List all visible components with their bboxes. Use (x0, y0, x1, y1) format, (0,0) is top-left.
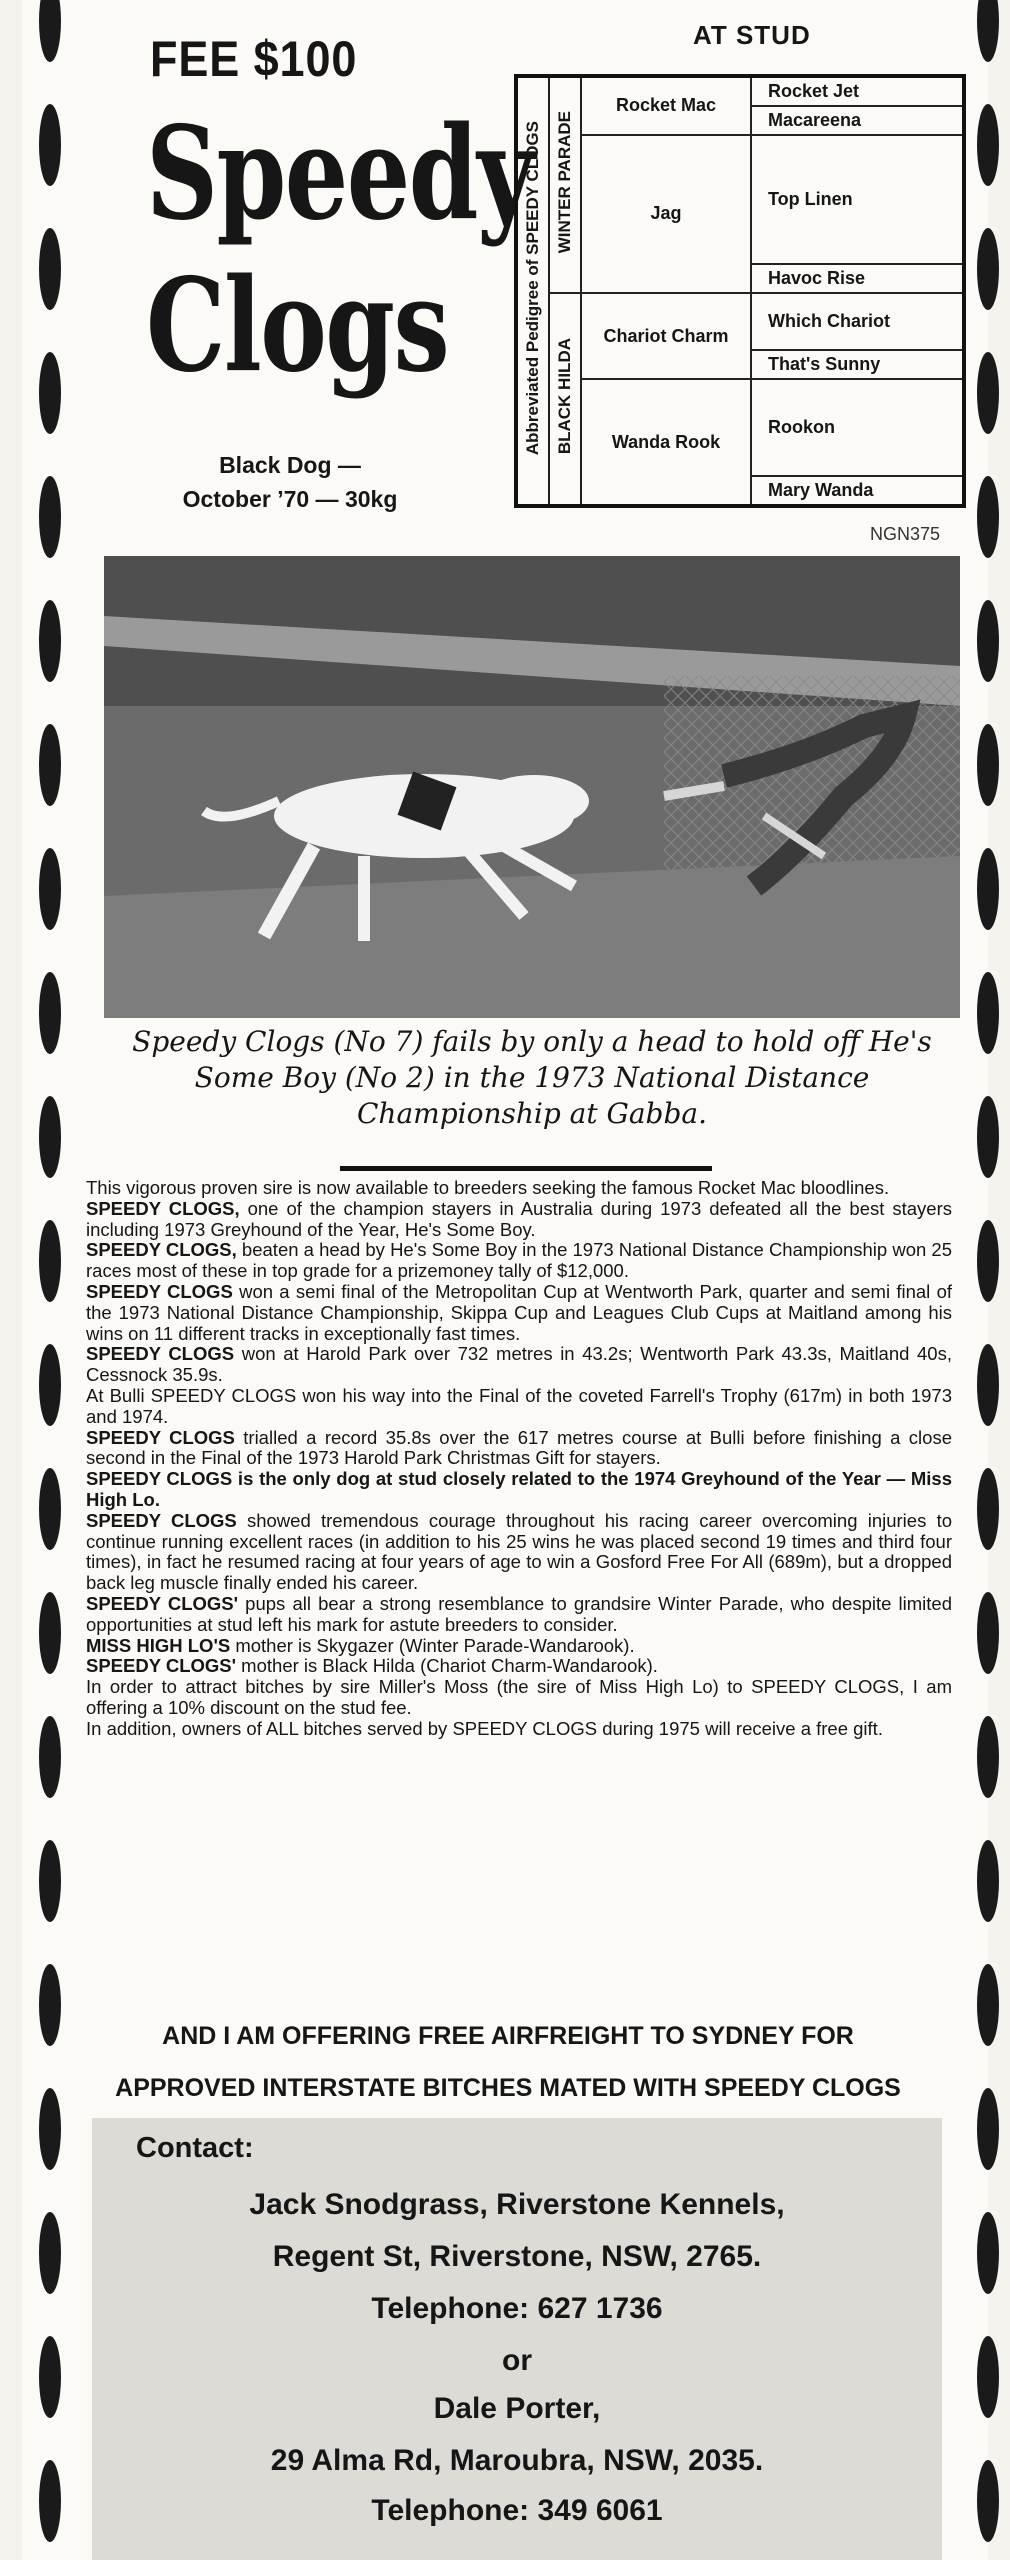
pedigree-table (514, 74, 966, 508)
pedigree-great-grandparent: Which Chariot (751, 293, 964, 350)
paragraph-text: This vigorous proven sire is now available to breeders seeking the famous Rocket Mac bloodlines. (86, 1177, 890, 1198)
pedigree-great-grandparent: That's Sunny (751, 350, 964, 379)
pedigree-great-grandparent: Macareena (751, 106, 964, 135)
pedigree-great-grandparent: Mary Wanda (751, 476, 964, 506)
paragraph-text: won at Harold Park over 732 metres in 43.2s; Wentworth Park 43.3s, Maitland 40s, Cessnock 35.9s. (86, 1343, 952, 1386)
body-paragraph (86, 1386, 952, 1428)
body-paragraph (86, 1240, 952, 1282)
contact-name-2: Dale Porter, (433, 2392, 601, 2425)
paragraph-lead: SPEEDY CLOGS (86, 1509, 237, 1531)
contact-phone-2: Telephone: 349 6061 (371, 2494, 663, 2527)
contact-address-2: 29 Alma Rd, Maroubra, NSW, 2035. (270, 2444, 764, 2477)
photo-caption: Speedy Clogs (No 7) fails by only a head to hold off He's Some Boy (No 2) in the 1973 National Distance Championship at Gabba. (132, 1025, 932, 1130)
paragraph-text: trialled a record 35.8s over the 617 metres course at Bulli before finishing a close second in the Final of the 1973 Harold Park Christmas Gift for stayers. (86, 1426, 952, 1469)
paragraph-lead: SPEEDY CLOGS, (86, 1239, 237, 1261)
paragraph-text: beaten a head by He's Some Boy in the 1973 National Distance Championship won 25 races most of these in top grade for a prizemoney tally of $12,000. (86, 1239, 953, 1282)
paragraph-text: mother is Skygazer (Winter Parade-Wandarook). (230, 1634, 635, 1656)
border-oval (39, 1964, 61, 2046)
contact-or: or (502, 2344, 532, 2377)
border-oval (977, 0, 999, 62)
right-border-ornament (968, 0, 1008, 2560)
border-oval (39, 848, 61, 930)
border-oval (977, 104, 999, 186)
pedigree-grandparent: Wanda Rook (581, 379, 751, 506)
contact-name-1: Jack Snodgrass, Riverstone Kennels, (249, 2188, 785, 2221)
border-oval (39, 1344, 61, 1426)
dog-description-line1: Black Dog — (219, 452, 361, 478)
paragraph-lead: SPEEDY CLOGS' (86, 1592, 239, 1614)
border-oval (39, 2460, 61, 2542)
left-border-ornament (30, 0, 70, 2560)
border-oval (977, 1840, 999, 1922)
border-oval (977, 1344, 999, 1426)
body-paragraph (86, 1636, 952, 1657)
body-paragraph (86, 1511, 952, 1594)
border-oval (39, 1220, 61, 1302)
border-oval (39, 228, 61, 310)
border-oval (39, 972, 61, 1054)
border-oval (977, 724, 999, 806)
paragraph-text: won a semi final of the Metropolitan Cup at Wentworth Park, quarter and semi final of the 1973 National Distance Championship, Skippa Cup and Leagues Club Cups at Maitland among his wins on 11 different tracks in exceptionally fast times. (86, 1280, 952, 1344)
offer-line1: AND I AM OFFERING FREE AIRFREIGHT TO SYDNEY FOR (162, 2022, 854, 2050)
border-oval (39, 104, 61, 186)
paragraph-lead: SPEEDY CLOGS (86, 1426, 235, 1448)
border-oval (977, 2336, 999, 2418)
stud-fee: FEE $100 (150, 31, 358, 87)
paragraph-text: In addition, owners of ALL bitches served by SPEEDY CLOGS during 1975 will receive a free gift. (86, 1717, 883, 1739)
border-oval (977, 228, 999, 310)
border-oval (977, 1716, 999, 1798)
pedigree-title: Abbreviated Pedigree of SPEEDY CLOGS (516, 76, 549, 506)
border-oval (977, 1220, 999, 1302)
dog-name-line1: Speedy (146, 99, 534, 249)
pedigree-great-grandparent: Rocket Jet (751, 76, 964, 106)
border-oval (977, 848, 999, 930)
body-paragraph (86, 1344, 952, 1386)
pedigree-grandparent: Rocket Mac (581, 76, 751, 135)
body-paragraph (86, 1594, 952, 1636)
border-oval (39, 1096, 61, 1178)
paragraph-text: In order to attract bitches by sire Miller's Moss (the sire of Miss High Lo) to SPEEDY CLOGS, I am offering a 10% discount on the stud fee. (86, 1676, 952, 1718)
body-paragraph (86, 1719, 952, 1740)
body-paragraph (86, 1178, 952, 1199)
pedigree-great-grandparent: Rookon (751, 379, 964, 476)
border-oval (39, 724, 61, 806)
border-oval (39, 1468, 61, 1550)
border-oval (977, 476, 999, 558)
contact-address-1: Regent St, Riverstone, NSW, 2765. (272, 2240, 762, 2273)
border-oval (39, 1716, 61, 1798)
border-oval (39, 1592, 61, 1674)
dog-description-line2: October ’70 — 30kg (182, 486, 398, 512)
dog-description (150, 448, 430, 516)
paragraph-text: one of the champion stayers in Australia during 1973 defeated all the best stayers including 1973 Greyhound of the Year, He's Some Boy. (86, 1197, 952, 1240)
border-oval (977, 2212, 999, 2294)
paragraph-text: pups all bear a strong resemblance to grandsire Winter Parade, who despite limited opportunities at stud left his mark for astute breeders to consider. (86, 1592, 952, 1635)
body-paragraph (86, 1469, 952, 1511)
body-paragraph (86, 1656, 952, 1677)
paragraph-lead: SPEEDY CLOGS (86, 1343, 235, 1365)
ad-body-text (86, 1178, 952, 1740)
paragraph-text: showed tremendous courage throughout his racing career overcoming injuries to continue running excellent races (in addition to his 25 wins he was placed second 19 times and third four times), in fact he resumed racing at four years of age to win a Gosford Free For All (689m), but a dropped back leg muscle finally ended his career. (86, 1509, 952, 1594)
pedigree-great-grandparent: Top Linen (751, 135, 964, 264)
border-oval (977, 1592, 999, 1674)
body-paragraph (86, 1428, 952, 1470)
border-oval (977, 600, 999, 682)
border-oval (977, 1468, 999, 1550)
race-photo (104, 556, 960, 1018)
divider (340, 1166, 712, 1171)
border-oval (977, 972, 999, 1054)
border-oval (977, 352, 999, 434)
border-oval (39, 476, 61, 558)
paragraph-lead: SPEEDY CLOGS, (86, 1197, 240, 1219)
pedigree-sire: WINTER PARADE (549, 76, 581, 293)
pedigree-grandparent: Chariot Charm (581, 293, 751, 379)
body-paragraph (86, 1282, 952, 1344)
border-oval (39, 600, 61, 682)
border-oval (977, 1096, 999, 1178)
border-oval (39, 0, 61, 62)
dog-name-line2: Clogs (146, 251, 449, 401)
pedigree-great-grandparent: Havoc Rise (751, 264, 964, 293)
pedigree-grandparent: Jag (581, 135, 751, 293)
border-oval (39, 2212, 61, 2294)
paragraph-lead: SPEEDY CLOGS is the only dog at stud closely related to the 1974 Greyhound of the Year — Miss High Lo. (86, 1468, 952, 1510)
paragraph-lead: SPEEDY CLOGS (86, 1280, 233, 1302)
paragraph-text: At Bulli SPEEDY CLOGS won his way into the Final of the coveted Farrell's Trophy (617m) in both 1973 and 1974. (86, 1384, 952, 1427)
offer-line2: APPROVED INTERSTATE BITCHES MATED WITH SPEEDY CLOGS (115, 2074, 901, 2102)
border-oval (977, 2088, 999, 2170)
body-paragraph (86, 1677, 952, 1719)
border-oval (977, 2460, 999, 2542)
contact-label: Contact: (136, 2132, 254, 2164)
contact-phone-1: Telephone: 627 1736 (371, 2292, 663, 2325)
border-oval (39, 2088, 61, 2170)
border-oval (39, 1840, 61, 1922)
pedigree-dam: BLACK HILDA (549, 293, 581, 506)
paragraph-lead: MISS HIGH LO'S (86, 1634, 231, 1656)
border-oval (977, 1964, 999, 2046)
paragraph-lead: SPEEDY CLOGS' (86, 1655, 237, 1677)
reference-code: NGN375 (870, 524, 941, 544)
body-paragraph (86, 1199, 952, 1241)
border-oval (39, 2336, 61, 2418)
border-oval (39, 352, 61, 434)
at-stud-heading: AT STUD (693, 20, 811, 50)
paragraph-text: mother is Black Hilda (Chariot Charm-Wandarook). (236, 1655, 658, 1677)
greyhound-race-image (104, 556, 960, 1018)
